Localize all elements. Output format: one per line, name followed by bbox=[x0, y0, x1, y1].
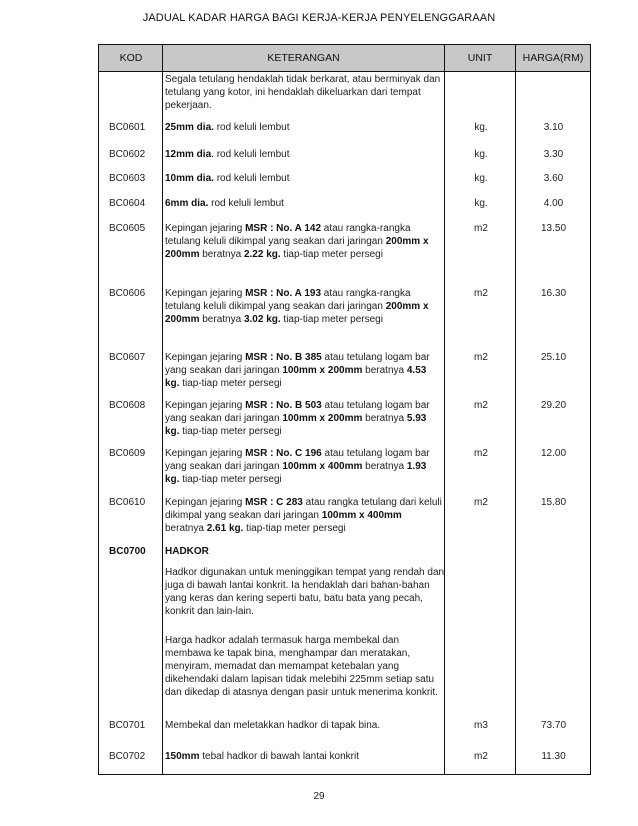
item-unit: m2 bbox=[474, 352, 488, 363]
item-unit: kg. bbox=[474, 198, 488, 209]
item-unit: kg. bbox=[474, 173, 488, 184]
item-description bbox=[165, 172, 443, 185]
description-emphasis: MSR : No. C 196 bbox=[245, 448, 322, 459]
item-code: BC0606 bbox=[109, 288, 146, 299]
item-code: BC0607 bbox=[109, 352, 146, 363]
item-description bbox=[165, 287, 443, 326]
item-unit: m3 bbox=[474, 720, 488, 731]
description-text: Kepingan jejaring bbox=[165, 223, 246, 234]
header-kod: KOD bbox=[119, 52, 143, 64]
description-emphasis: 150mm bbox=[165, 751, 200, 762]
description-text: atau rangka tetulang dari keluli dikimpal yang seakan dari jaringan bbox=[165, 497, 442, 521]
description-emphasis: 25mm dia. bbox=[165, 122, 214, 133]
description-emphasis: 100mm x 200mm bbox=[282, 413, 363, 424]
page-number: 29 bbox=[313, 791, 325, 802]
description-text: atau rangka-rangka tetulang keluli dikimpal yang seakan dari jaringan bbox=[165, 223, 411, 247]
description-text: beratnya bbox=[199, 249, 244, 260]
header-unit: UNIT bbox=[467, 52, 493, 64]
item-code: BC0603 bbox=[109, 173, 146, 184]
description-text: rod keluli lembut bbox=[208, 198, 284, 209]
item-code: BC0610 bbox=[109, 497, 146, 508]
description-emphasis: 100mm x 200mm bbox=[282, 365, 363, 376]
description-text: rod keluli lembut bbox=[213, 173, 290, 184]
description-emphasis: 200mm x 200mm bbox=[165, 236, 429, 260]
description-text: tiap-tiap meter persegi bbox=[179, 474, 282, 485]
description-text: Kepingan jejaring bbox=[165, 400, 246, 411]
description-emphasis: MSR : No. A 142 bbox=[245, 223, 321, 234]
section-paragraph: Hadkor digunakan untuk meninggikan tempat yang rendah dan juga di bawah lantai konkrit. Ia hendaklah dari bahan-bahan yang keras dan kering seperti batu, batu bata yang pecah, konkrit dan lain-lain. bbox=[165, 567, 445, 617]
item-price: 3.30 bbox=[543, 149, 564, 160]
item-price: 29.20 bbox=[540, 400, 567, 411]
description-text: beratnya bbox=[165, 523, 207, 534]
item-description bbox=[165, 148, 443, 161]
item-description bbox=[165, 750, 443, 763]
item-price: 4.00 bbox=[543, 198, 564, 209]
description-emphasis: MSR : C 283 bbox=[245, 497, 303, 508]
intro-note: Segala tetulang hendaklah tidak berkarat, atau berminyak dan tetulang yang kotor, ini hendaklah dikeluarkan dari tempat pekerjaan. bbox=[165, 74, 441, 111]
item-price: 25.10 bbox=[540, 352, 567, 363]
item-code: BC0604 bbox=[109, 198, 146, 209]
header-keterangan: KETERANGAN bbox=[267, 52, 340, 64]
description-emphasis: 6mm dia. bbox=[165, 198, 209, 209]
item-unit: m2 bbox=[474, 288, 488, 299]
description-text: tebal hadkor di bawah lantai konkrit bbox=[199, 751, 360, 762]
description-emphasis: 100mm x 400mm bbox=[321, 510, 402, 521]
description-emphasis: 200mm x 200mm bbox=[165, 301, 429, 325]
description-text: Kepingan jejaring bbox=[165, 352, 246, 363]
description-text: tiap-tiap meter persegi bbox=[243, 523, 346, 534]
item-description bbox=[165, 719, 443, 732]
item-description bbox=[165, 197, 443, 210]
description-text: Membekal dan meletakkan hadkor di tapak bina. bbox=[165, 720, 381, 731]
section-code: BC0700 bbox=[109, 546, 146, 557]
rate-table bbox=[98, 44, 591, 775]
item-price: 73.70 bbox=[540, 720, 567, 731]
item-code: BC0701 bbox=[109, 720, 146, 731]
section-paragraph: Harga hadkor adalah termasuk harga membekal dan membawa ke tapak bina, menghampar dan meratakan, menyiram, memadat dan memampat ketebalan yang dikehendaki dalam lapisan tidak melebihi 225mm setiap satu dan dikedap di atasnya dengan pasir untuk menerima konkrit. bbox=[165, 635, 438, 698]
item-price: 11.30 bbox=[541, 751, 566, 762]
item-unit: m2 bbox=[474, 751, 488, 762]
item-code: BC0608 bbox=[109, 400, 146, 411]
item-unit: m2 bbox=[474, 448, 488, 459]
item-code: BC0605 bbox=[109, 223, 146, 234]
description-emphasis: MSR : No. B 385 bbox=[245, 352, 322, 363]
description-text: . rod keluli lembut bbox=[211, 149, 290, 160]
item-description bbox=[165, 399, 443, 438]
item-description bbox=[165, 222, 443, 261]
description-text: atau tetulang logam bar yang seakan dari jaringan bbox=[165, 352, 430, 376]
description-text: beratnya bbox=[362, 365, 407, 376]
description-text: atau rangka-rangka tetulang keluli dikimpal yang seakan dari jaringan bbox=[165, 288, 411, 312]
description-text: atau tetulang logam bar yang seakan dari jaringan bbox=[165, 400, 430, 424]
section-title: HADKOR bbox=[165, 546, 209, 557]
item-code: BC0601 bbox=[109, 122, 146, 133]
item-price: 13.50 bbox=[540, 223, 567, 234]
description-emphasis: 2.22 kg. bbox=[243, 249, 281, 260]
item-price: 16.30 bbox=[540, 288, 567, 299]
description-emphasis: 1.93 kg. bbox=[165, 461, 427, 485]
header-harga: HARGA(RM) bbox=[522, 52, 584, 64]
description-emphasis: 100mm x 400mm bbox=[282, 461, 363, 472]
item-price: 3.10 bbox=[543, 122, 564, 133]
description-emphasis: MSR : No. B 503 bbox=[245, 400, 322, 411]
item-unit: m2 bbox=[474, 400, 488, 411]
description-emphasis: 4.53 kg. bbox=[165, 365, 427, 389]
description-text: Kepingan jejaring bbox=[165, 448, 246, 459]
item-description bbox=[165, 351, 443, 390]
table-header bbox=[99, 45, 590, 72]
description-text: atau tetulang logam bar yang seakan dari jaringan bbox=[165, 448, 430, 472]
description-emphasis: 12mm dia bbox=[165, 149, 212, 160]
description-emphasis: 10mm dia. bbox=[165, 173, 214, 184]
item-description bbox=[165, 447, 443, 486]
description-text: tiap-tiap meter persegi bbox=[280, 249, 383, 260]
description-emphasis: 2.61 kg. bbox=[206, 523, 244, 534]
document-title: JADUAL KADAR HARGA BAGI KERJA-KERJA PENYELENGGARAAN bbox=[142, 12, 496, 24]
item-code: BC0602 bbox=[109, 149, 146, 160]
description-emphasis: 5.93 kg. bbox=[165, 413, 427, 437]
description-emphasis: 3.02 kg. bbox=[243, 314, 281, 325]
item-price: 3.60 bbox=[543, 173, 564, 184]
description-text: tiap-tiap meter persegi bbox=[179, 426, 282, 437]
description-emphasis: MSR : No. A 193 bbox=[245, 288, 321, 299]
description-text: tiap-tiap meter persegi bbox=[280, 314, 383, 325]
description-text: rod keluli lembut bbox=[213, 122, 290, 133]
item-unit: m2 bbox=[474, 497, 488, 508]
description-text: tiap-tiap meter persegi bbox=[179, 378, 282, 389]
item-code: BC0609 bbox=[109, 448, 146, 459]
item-unit: kg. bbox=[474, 122, 488, 133]
item-description bbox=[165, 121, 443, 134]
description-text: beratnya bbox=[362, 413, 407, 424]
item-unit: kg. bbox=[474, 149, 488, 160]
item-price: 12.00 bbox=[540, 448, 567, 459]
item-code: BC0702 bbox=[109, 751, 146, 762]
description-text: Kepingan jejaring bbox=[165, 288, 246, 299]
item-price: 15.80 bbox=[540, 497, 567, 508]
item-unit: m2 bbox=[474, 223, 488, 234]
description-text: beratnya bbox=[199, 314, 244, 325]
item-description bbox=[165, 496, 443, 535]
description-text: beratnya bbox=[362, 461, 407, 472]
description-text: Kepingan jejaring bbox=[165, 497, 246, 508]
